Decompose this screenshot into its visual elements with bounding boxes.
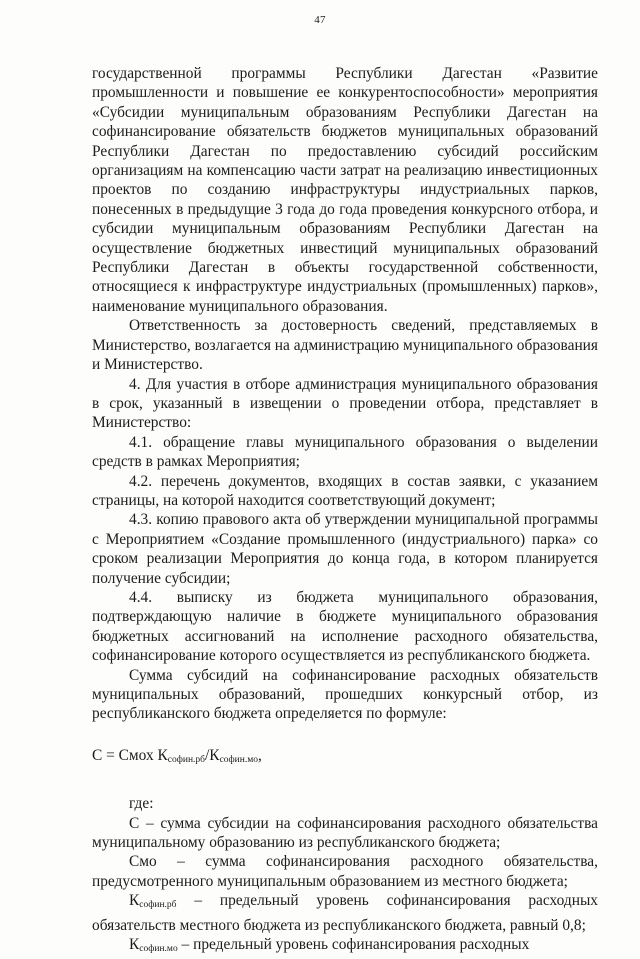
definition-k-rb (92, 891, 598, 935)
paragraph-item-4-3: 4.3. копию правового акта об утверждении муниципальной программы с Мероприятием «Создание промышленного (индустриального) парка» со сроком реализации Мероприятия до конца года, в котором планируется получение субсидии; (92, 511, 598, 587)
paragraph-subsidy-sum: Сумма субсидий на софинансирование расходных обязательств муниципальных образований, прошедших конкурсный отбор, из республиканского бюджета определяется по формуле: (92, 666, 598, 723)
paragraph-program-continuation: государственной программы Республики Дагестан «Развитие промышленности и повышение ее конкурентоспособности» мероприятия «Субсидии муниципальным образованиям Республики Дагестан на софинансирование обязательств бюджетов муниципальных образований Республики Дагестан по предоставлению субсидий российским организациям на компенсацию части затрат на реализацию инвестиционных проектов по созданию инфраструктуры индустриальных парков, понесенных в предыдущие 3 года до года проведения конкурсного отбора, и субсидии муниципальным образованиям Республики Дагестан на осуществление бюджетных инвестиций муниципальных образований Республики Дагестан в объекты государственной собственности, относящиеся к инфраструктуре индустриальных (промышленных) парков», наименование муниципального образования. (92, 65, 598, 315)
term-symbol: К (129, 892, 140, 910)
subsidy-formula (92, 746, 598, 770)
paragraph-item-4-1: 4.1. обращение главы муниципального образования о выделении средств в рамках Мероприятия; (92, 433, 598, 471)
term-subscript: софин.мо (139, 944, 178, 955)
term-subscript: софин.рб (139, 900, 177, 911)
paragraph-item-4-2: 4.2. перечень документов, входящих в состав заявки, с указанием страницы, на которой находится соответствующий документ; (92, 472, 598, 509)
formula-tail: , (258, 746, 262, 764)
definition-k-mo (92, 935, 598, 959)
definition-cmo: Смо – сумма софинансирования расходного обязательства, предусмотренного муниципальным образованием из местного бюджета; (92, 853, 598, 890)
page-number: 47 (314, 14, 326, 26)
term-symbol: К (129, 936, 140, 954)
where-label: где: (129, 795, 154, 813)
document-body (92, 64, 598, 959)
formula-sub-2: софин.мо (219, 754, 258, 765)
formula-lhs: С = Смох К (92, 746, 168, 764)
formula-sub-1: софин.рб (167, 754, 206, 765)
definition-c: С – сумма субсидии на софинансирования расходного обязательства муниципальному образованию из республиканского бюджета; (92, 814, 598, 852)
formula-mid: /К (205, 746, 220, 764)
term-text: – предельный уровень софинансирования расходных (177, 936, 530, 954)
paragraph-item-4-4: 4.4. выписку из бюджета муниципального образования, подтверждающую наличие в бюджете муниципального образования бюджетных ассигнований на исполнение расходного обязательства, софинансирование которого осуществляется из республиканского бюджета. (92, 588, 598, 665)
term-text: – предельный уровень софинансирования расходных обязательств местного бюджета из республиканского бюджета, равный 0,8; (92, 892, 598, 934)
paragraph-item-4: 4. Для участия в отборе администрация муниципального образования в срок, указанный в извещении о проведении отбора, представляет в Министерство: (92, 375, 598, 432)
paragraph-responsibility: Ответственность за достоверность сведений, представляемых в Министерство, возлагается на администрацию муниципального образования и Министерство. (92, 317, 598, 374)
